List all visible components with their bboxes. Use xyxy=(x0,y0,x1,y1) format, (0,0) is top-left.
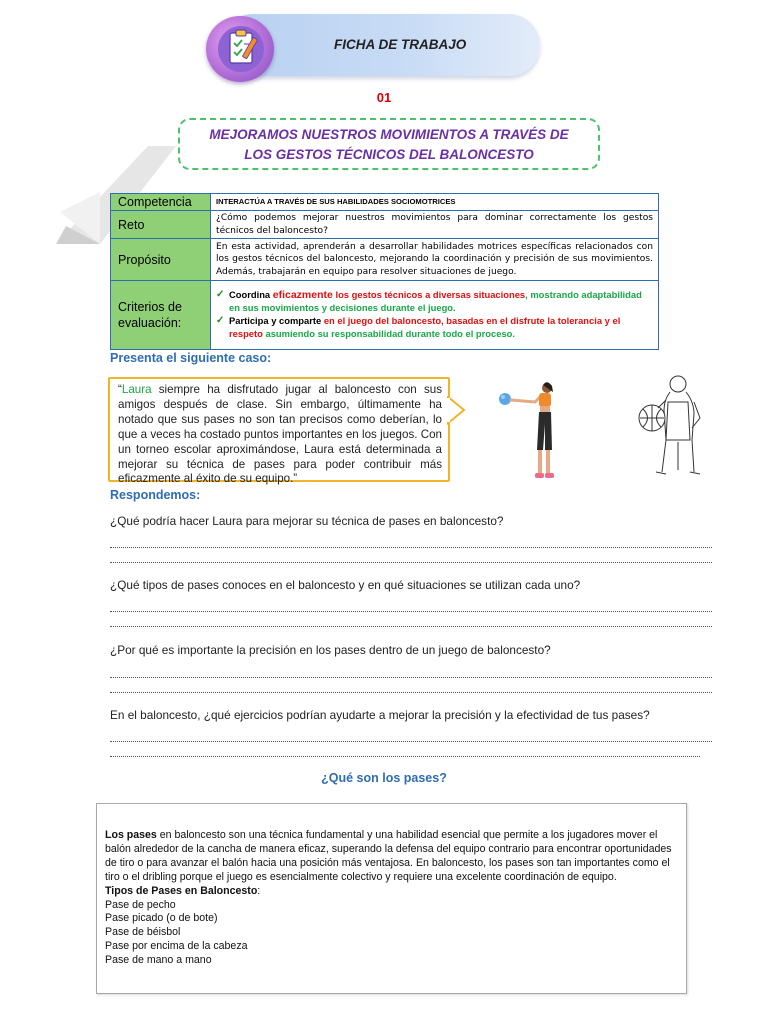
criterios-label: Criterios de evaluación: xyxy=(111,281,211,350)
competencia-value: INTERACTÚA A TRAVÉS DE SUS HABILIDADES SOCIOMOTRICES xyxy=(211,194,659,211)
passes-info-text xyxy=(105,829,680,968)
answer-line[interactable] xyxy=(110,557,712,563)
reto-value: ¿Cómo podemos mejorar nuestros movimientos para dominar correctamente los gestos técnicos del baloncesto? xyxy=(211,211,659,239)
types-heading-colon: : xyxy=(257,884,261,897)
list-item: Pase de pecho xyxy=(105,898,176,911)
competency-table xyxy=(110,193,659,350)
session-title-line1: MEJORAMOS NUESTROS MOVIMIENTOS A TRAVÉS DE xyxy=(209,127,569,142)
session-title-line2: LOS GESTOS TÉCNICOS DEL BALONCESTO xyxy=(244,147,534,162)
question-2: ¿Qué tipos de pases conoces en el baloncesto y en qué situaciones se utilizan cada uno? xyxy=(110,578,581,592)
girl-passing-ball-illustration xyxy=(495,378,565,484)
criterio-2-part-b: en el juego del baloncesto, basadas en el disfrute la tolerancia y el respeto xyxy=(229,315,621,339)
criterio-1 xyxy=(216,289,653,315)
passes-heading: ¿Qué son los pases? xyxy=(321,771,447,785)
session-title xyxy=(184,125,594,165)
competencia-label: Competencia xyxy=(111,194,211,211)
list-item: Pase de mano a mano xyxy=(105,954,212,967)
worksheet-title: FICHA DE TRABAJO xyxy=(334,37,467,52)
case-text xyxy=(118,383,442,487)
answer-line[interactable] xyxy=(110,751,700,757)
types-heading xyxy=(105,885,680,899)
criterios-value xyxy=(211,281,659,350)
case-body: siempre ha disfrutado jugar al baloncesto con sus amigos después de clase. Sin embargo, últimamente ha notado que sus pases no son tan precisos como deberían, lo que a veces ha costado puntos importantes en los juegos. Con un torneo escolar aproximándose, Laura está determinada a mejorar su técnica de pases para poder contribuir más eficazmente al éxito de su equipo.” xyxy=(118,383,442,486)
types-heading-text: Tipos de Pases en Baloncesto xyxy=(105,884,258,897)
question-3: ¿Por qué es importante la precisión en los pases dentro de un juego de baloncesto? xyxy=(110,643,551,657)
answer-line[interactable] xyxy=(110,542,712,548)
criterio-2-part-c: asumiendo su responsabilidad durante todo el proceso. xyxy=(262,327,516,339)
answer-line[interactable] xyxy=(110,672,712,678)
pass-types-list xyxy=(105,899,680,969)
criterio-1-part-d: , mostrando adaptabilidad en sus movimientos y decisiones durante el juego. xyxy=(229,289,642,314)
questions-heading: Respondemos: xyxy=(110,488,201,502)
case-name: Laura xyxy=(121,383,152,396)
passes-paragraph-body: en baloncesto son una técnica fundamental y una habilidad esencial que permite a los jugadores mover el balón alrededor de la cancha de manera eficaz, superando la defensa del equipo contrario para encontrar oportunidades de tiro o para avanzar el balón hacia una posición más ventajosa. En baloncesto, los pases son tan importantes como el tiro o el dribling porque el juego es esencialmente colectivo y requiere una excelente coordinación de equipo. xyxy=(105,829,672,883)
criterio-2 xyxy=(216,315,653,341)
proposito-value: En esta actividad, aprenderán a desarrollar habilidades motrices específicas relacionados con los gestos técnicos del baloncesto, mejorando la coordinación y precisión de sus movimientos. Además, trabajarán en equipo para resolver situaciones de juego. xyxy=(211,239,659,281)
answer-line[interactable] xyxy=(110,736,712,742)
reto-label: Reto xyxy=(111,211,211,239)
criterio-2-part-a: Participa y comparte xyxy=(229,315,324,326)
passes-bold-start: Los pases xyxy=(105,829,157,841)
speech-bubble-tail xyxy=(447,396,467,426)
answer-line[interactable] xyxy=(110,687,712,693)
list-item: Pase de béisbol xyxy=(105,926,181,939)
criterio-1-part-b: eficazmente xyxy=(272,289,333,302)
check-icon: ✓ xyxy=(216,315,225,326)
criterio-1-part-c: los gestos técnicos a diversas situaciones xyxy=(332,289,526,301)
worksheet-number: 01 xyxy=(376,90,392,105)
criterio-1-part-a: Coordina xyxy=(229,289,273,301)
check-icon: ✓ xyxy=(216,289,225,301)
passes-paragraph xyxy=(105,829,680,885)
basketball-player-sketch xyxy=(632,372,722,480)
proposito-label: Propósito xyxy=(111,239,211,281)
answer-line[interactable] xyxy=(110,606,712,612)
answer-line[interactable] xyxy=(110,621,712,627)
worksheet-icon xyxy=(224,27,262,71)
list-item: Pase picado (o de bote) xyxy=(105,912,218,925)
list-item: Pase por encima de la cabeza xyxy=(105,940,248,953)
question-4: En el baloncesto, ¿qué ejercicios podrían ayudarte a mejorar la precisión y la efectividad de tus pases? xyxy=(110,708,650,722)
case-quote-open: “ xyxy=(118,383,122,396)
case-heading: Presenta el siguiente caso: xyxy=(110,351,272,365)
question-1: ¿Qué podría hacer Laura para mejorar su técnica de pases en baloncesto? xyxy=(110,514,504,528)
